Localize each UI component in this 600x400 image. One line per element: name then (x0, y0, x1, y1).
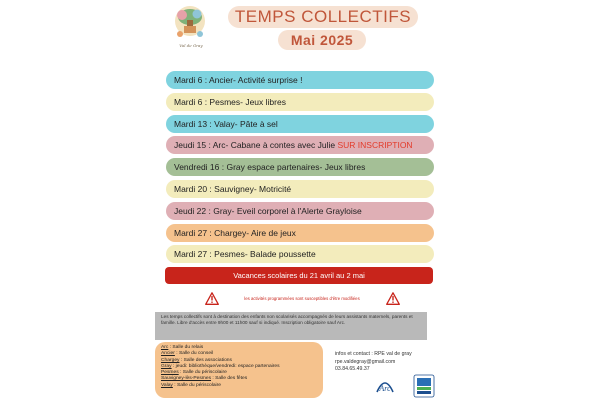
contact-line: infos et contact : RPE val de gray (335, 351, 412, 357)
places-box (155, 342, 323, 398)
place-name: Ancier (161, 351, 175, 357)
events-list (166, 71, 434, 267)
place-name: Chargey (161, 357, 180, 363)
event-registration-note: SUR INSCRIPTION (337, 140, 413, 151)
info-paragraph: Les temps collectifs sont à destination des enfants non scolarisés accompagnés de leurs assistants maternels, parents et famille. Libre d'accès entre 9h00 et 11h00 sauf si indiqué. Inscription obligatoire sauf Arc. (155, 312, 427, 340)
place-name: Gray (161, 363, 172, 369)
place-description: : Salle des associations (179, 357, 232, 363)
warning-icon (386, 292, 400, 305)
place-name: Valay (161, 382, 173, 388)
event-item (166, 158, 434, 176)
warning-text: les activités programmées sont susceptibles d'être modifiées (244, 296, 360, 301)
contact-email: rpe.valdegray@gmail.com (335, 358, 396, 365)
place-description: : Salle des fêtes (211, 376, 248, 382)
event-item (166, 115, 434, 133)
svg-text:Arc: Arc (379, 384, 391, 393)
event-text: Mardi 20 : Sauvigney- Motricité (174, 183, 292, 194)
page-title: TEMPS COLLECTIFS (234, 7, 412, 26)
flyer-page (150, 0, 450, 400)
event-item (166, 245, 434, 263)
event-item (166, 224, 434, 242)
place-description: : jeudi: bibliothèque/vendredi: espace partenaires (171, 363, 280, 369)
logo-caption: Val de Gray (179, 43, 203, 48)
event-text: Mardi 27 : Chargey- Aire de jeux (174, 227, 296, 238)
contact-block (335, 351, 412, 374)
vacances-banner: Vacances scolaires du 21 avril au 2 mai (165, 267, 433, 284)
event-item (166, 136, 434, 154)
place-name: Pesmes (161, 370, 179, 376)
place-item (161, 383, 317, 389)
arc-logo (375, 376, 395, 394)
event-item (166, 180, 434, 198)
event-item (166, 93, 434, 111)
contact-phone: 03.84.65.49.37 (335, 366, 370, 372)
page-subtitle: Mai 2025 (290, 32, 354, 48)
place-description: : Salle du relais (168, 345, 204, 350)
event-item (166, 202, 434, 220)
event-text: Vendredi 16 : Gray espace partenaires- Jeux libres (174, 162, 366, 173)
event-text: Jeudi 22 : Gray- Eveil corporel à l'Alerte Grayloise (174, 205, 362, 216)
event-item (166, 71, 434, 89)
event-text: Mardi 6 : Pesmes- Jeux libres (174, 96, 286, 107)
partner-logo (413, 374, 435, 398)
event-text: Mardi 27 : Pesmes- Balade poussette (174, 249, 316, 260)
place-description: : Salle du périscolaire (178, 370, 227, 376)
event-text: Mardi 6 : Ancier- Activité surprise ! (174, 75, 303, 85)
event-text: Mardi 13 : Valay- Pâte à sel (174, 118, 278, 129)
event-text: Jeudi 15 : Arc- Cabane à contes avec Julie (174, 140, 338, 151)
place-description: : Salle du périscolaire (172, 382, 221, 388)
place-name: Arc (161, 345, 169, 350)
place-name: Sauvigney-lès-Pesmes (161, 376, 212, 382)
warning-icon (205, 292, 219, 305)
rpe-logo-tree-icon (170, 4, 210, 44)
place-description: : Salle du conseil (174, 351, 214, 357)
